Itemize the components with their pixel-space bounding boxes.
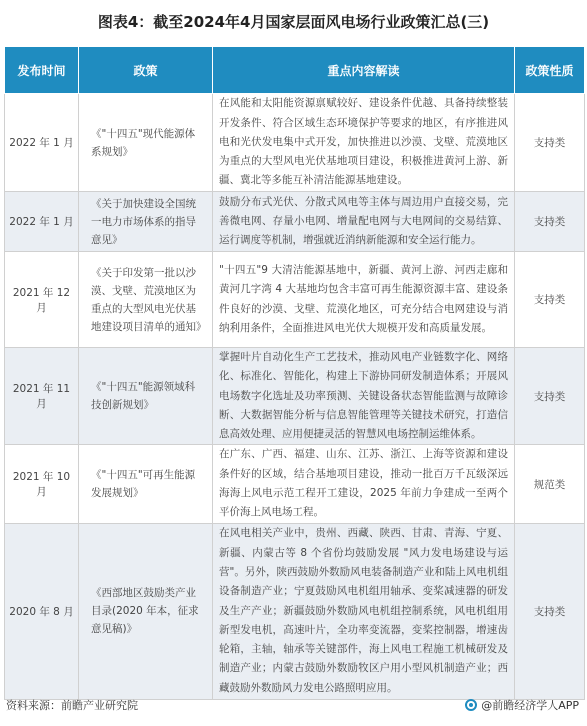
cell-nature: 支持类 [515,252,585,348]
cell-nature: 支持类 [515,192,585,252]
cell-date: 2021 年 11 月 [5,348,79,445]
table-row [5,252,585,348]
cell-nature: 支持类 [515,348,585,445]
cell-nature: 支持类 [515,523,585,699]
policy-table-container [4,46,584,700]
cell-policy: 《"十四五"可再生能源发展规划》 [79,445,213,523]
cell-content: "十四五"9 大清洁能源基地中，新疆、黄河上游、河西走廊和黄河几字湾 4 大基地均包含丰富可再生能源资源丰富、建设条件良好的沙漠、戈壁、荒漠化地区，可充分结合电网建设与消纳利用条件，全面推进风电光伏大规模开发和高质量发展。 [213,252,515,348]
cell-policy: 《西部地区鼓励类产业目录(2020 年本，征求意见稿)》 [79,523,213,699]
header-content: 重点内容解读 [213,47,515,94]
header-date: 发布时间 [5,47,79,94]
cell-date: 2021 年 12 月 [5,252,79,348]
cell-policy: 《"十四五"现代能源体系规划》 [79,94,213,192]
cell-date: 2022 年 1 月 [5,192,79,252]
table-row [5,445,585,523]
cell-content: 在风电相关产业中，贵州、西藏、陕西、甘肃、青海、宁夏、新疆、内蒙古等 8 个省份均鼓励发展 "风力发电场建设与运营"。另外，陕西鼓励外数励风电装备制造产业和陆上风电机组设备制造产业；宁夏鼓励风电机组用轴承、变桨减速器的研发及生产产业；新疆鼓励外数励风电机组控制系统，风电机组用新型发电机，高速叶片，全功率变流器，变桨控制器，增速齿轮箱，主轴，轴承等关键部件，海上风电工程施工机械研发及制造产业；内蒙古鼓励外数励牧区户用小型风机制造产业；西藏鼓励外数励风力发电公路照明应用。 [213,523,515,699]
cell-policy: 《"十四五"能源领域科技创新规划》 [79,348,213,445]
cell-date: 2021 年 10 月 [5,445,79,523]
cell-content: 在风能和太阳能资源禀赋较好、建设条件优越、具备持续整装开发条件、符合区域生态环境保护等要求的地区，有序推进风电和光伏发电集中式开发，加快推进以沙漠、戈壁、荒漠地区为重点的大型风电光伏基地项目建设，积极推进黄河上游、新疆、冀北等多能互补清洁能源基地建设。 [213,94,515,192]
policy-table [4,46,585,700]
table-header-row [5,47,585,94]
cell-content: 在广东、广西、福建、山东、江苏、浙江、上海等资源和建设条件好的区域，结合基地项目建设，推动一批百万千瓦级深远海海上风电示范工程开工建设，2025 年前力争建成一至两个平价海上风电场工程。 [213,445,515,523]
brand-credit-label: @前瞻经济学人APP [481,699,579,712]
brand-logo-icon [465,699,477,711]
cell-policy: 《关于加快建设全国统一电力市场体系的指导意见》 [79,192,213,252]
table-row [5,348,585,445]
cell-content: 鼓励分布式光伏、分散式风电等主体与周边用户直接交易，完善微电网、存量小电网、增量配电网与大电网间的交易结算、运行调度等机制，增强就近消纳新能源和安全运行能力。 [213,192,515,252]
header-policy: 政策 [79,47,213,94]
cell-date: 2022 年 1 月 [5,94,79,192]
cell-policy: 《关于印发第一批以沙漠、戈壁、荒漠地区为重点的大型风电光伏基地建设项目清单的通知》 [79,252,213,348]
source-note: 资料来源：前瞻产业研究院 [6,699,138,712]
cell-nature: 支持类 [515,94,585,192]
brand-credit [465,697,579,713]
chart-title: 图表4：截至2024年4月国家层面风电场行业政策汇总(三) [97,13,490,31]
cell-date: 2020 年 8 月 [5,523,79,699]
cell-content: 掌握叶片自动化生产工艺技术，推动风电产业链数字化、网络化、标准化、智能化，构建上下游协同研发制造体系；开展风电场数字化选址及功率预测、关键设备状态智能监测与故障诊断、大数据智能分析与信息智能管理等关键技术研究，打造信息高效处理、应用便捷灵活的智慧风电场控制运维体系。 [213,348,515,445]
table-row [5,192,585,252]
table-row [5,523,585,699]
cell-nature: 规范类 [515,445,585,523]
table-row [5,94,585,192]
header-nature: 政策性质 [515,47,585,94]
